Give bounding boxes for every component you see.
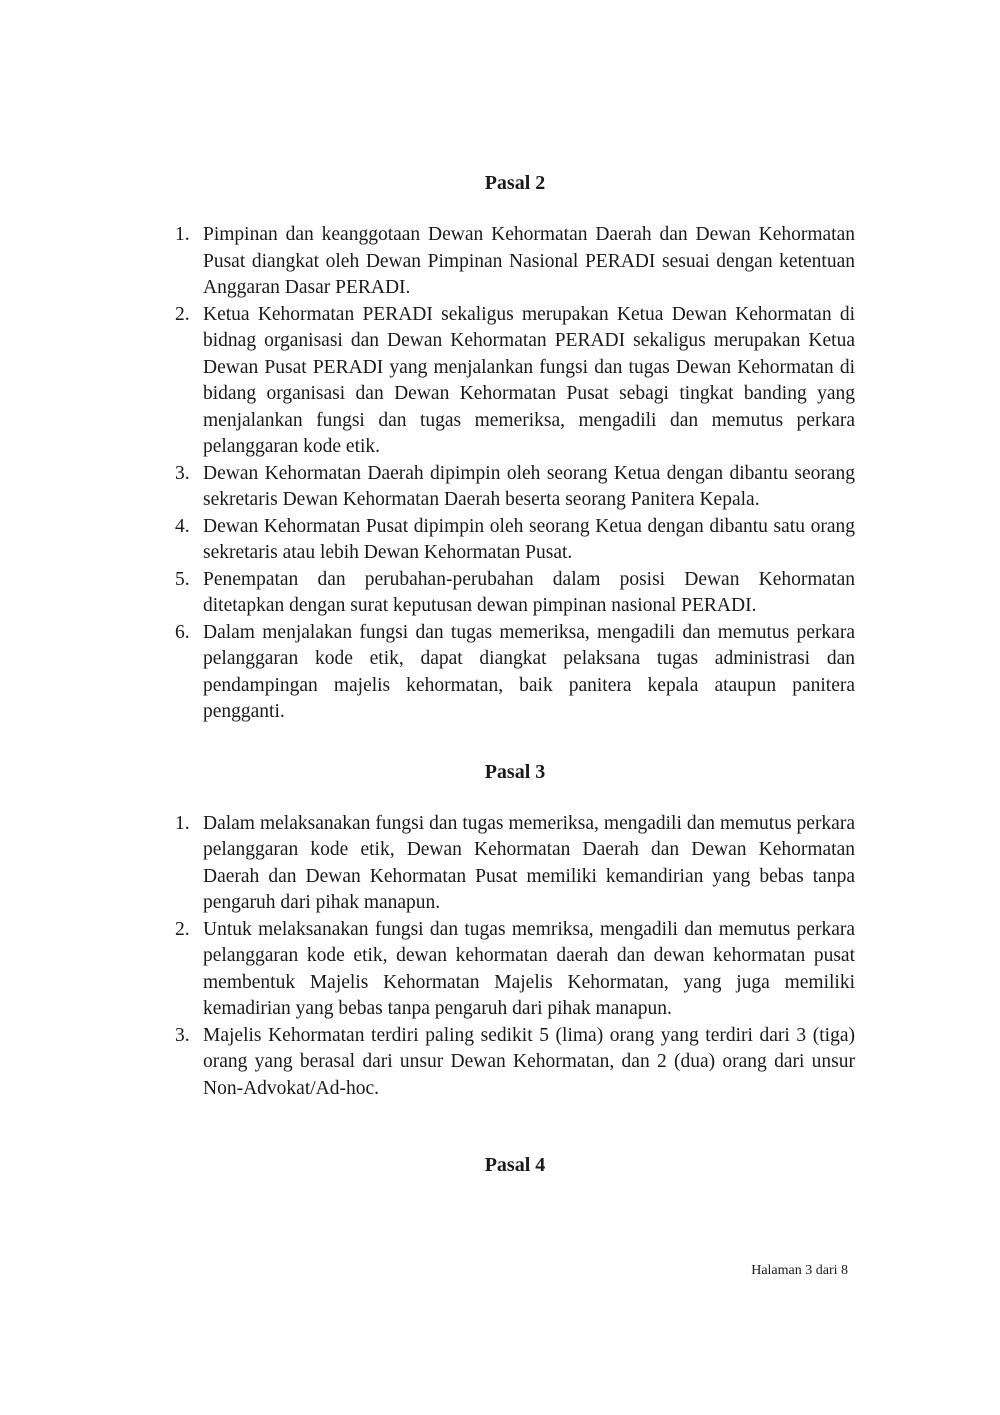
list-item: Ketua Kehormatan PERADI sekaligus merupakan Ketua Dewan Kehormatan di bidnag organisasi dan Dewan Kehormatan PERADI sekaligus merupakan Ketua Dewan Pusat PERADI yang menjalankan fungsi dan tugas Dewan Kehormatan di bidang organisasi dan Dewan Kehormatan Pusat sebagi tingkat banding yang menjalankan fungsi dan tugas memeriksa, mengadili dan memutus perkara pelanggaran kode etik.	[203, 303, 855, 457]
section-heading: Pasal 2	[484, 172, 546, 194]
section-heading: Pasal 4	[484, 1154, 546, 1176]
article-list	[175, 811, 855, 1103]
list-item: Dewan Kehormatan Daerah dipimpin oleh seorang Ketua dengan dibantu seorang sekretaris Dewan Kehormatan Daerah beserta seorang Panitera Kepala.	[203, 462, 855, 510]
page-number-footer: Halaman 3 dari 8	[751, 1263, 848, 1278]
list-item: Untuk melaksanakan fungsi dan tugas memriksa, mengadili dan memutus perkara pelanggaran kode etik, dewan kehormatan daerah dan dewan kehormatan pusat membentuk Majelis Kehormatan Majelis Kehormatan, yang juga memiliki kemadirian yang bebas tanpa pengaruh dari pihak manapun.	[203, 918, 855, 1019]
section-pasal-2	[175, 170, 855, 726]
section-pasal-3	[175, 759, 855, 1103]
list-item: Dewan Kehormatan Pusat dipimpin oleh seorang Ketua dengan dibantu satu orang sekretaris atau lebih Dewan Kehormatan Pusat.	[203, 515, 855, 563]
article-list	[175, 222, 855, 726]
list-item: Penempatan dan perubahan-perubahan dalam posisi Dewan Kehormatan ditetapkan dengan surat keputusan dewan pimpinan nasional PERADI.	[203, 568, 855, 616]
section-heading: Pasal 3	[484, 760, 546, 783]
document-content	[175, 170, 855, 1204]
list-item: Dalam menjalakan fungsi dan tugas memeriksa, mengadili dan memutus perkara pelanggaran kode etik, dapat diangkat pelaksana tugas administrasi dan pendampingan majelis kehormatan, baik panitera kepala ataupun panitera pengganti.	[203, 621, 855, 722]
list-item: Dalam melaksanakan fungsi dan tugas memeriksa, mengadili dan memutus perkara pelanggaran kode etik, Dewan Kehormatan Daerah dan Dewan Kehormatan Daerah dan Dewan Kehormatan Pusat memiliki kemandirian yang bebas tanpa pengaruh dari pihak manapun.	[203, 812, 855, 913]
section-pasal-4	[175, 1152, 855, 1178]
list-item: Pimpinan dan keanggotaan Dewan Kehormatan Daerah dan Dewan Kehormatan Pusat diangkat oleh Dewan Pimpinan Nasional PERADI sesuai dengan ketentuan Anggaran Dasar PERADI.	[203, 224, 855, 298]
list-item: Majelis Kehormatan terdiri paling sedikit 5 (lima) orang yang terdiri dari 3 (tiga) orang yang berasal dari unsur Dewan Kehormatan, dan 2 (dua) orang dari unsur Non-Advokat/Ad-hoc.	[203, 1024, 855, 1099]
